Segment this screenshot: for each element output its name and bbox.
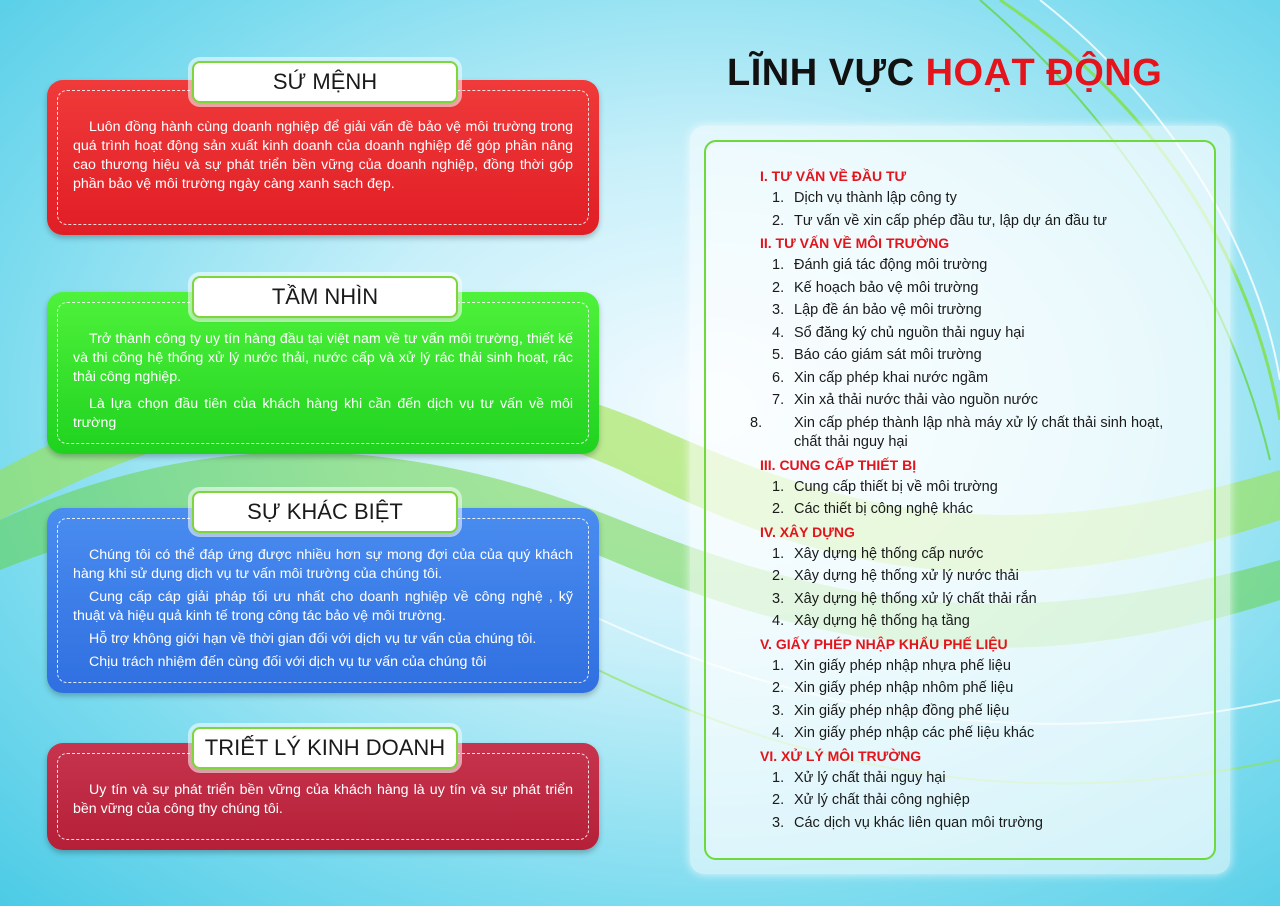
service-item: [772, 767, 1192, 790]
item-number: 4.: [772, 324, 785, 341]
item-text: Xin cấp phép thành lập nhà máy xử lý chất thải sinh hoạt, chất thải nguy hại: [794, 414, 1164, 450]
item-text: Xin giấy phép nhập nhựa phế liệu: [794, 657, 1011, 674]
vision-label: TẦM NHÌN: [192, 276, 458, 318]
item-number: 1.: [772, 190, 785, 206]
service-item: [772, 299, 1192, 322]
item-text: Xử lý chất thải nguy hại: [794, 769, 946, 786]
service-item: [772, 722, 1192, 745]
service-item: [772, 476, 1192, 499]
philosophy-label: TRIẾT LÝ KINH DOANH: [192, 727, 458, 769]
item-number: 2.: [772, 792, 785, 808]
item-text: Lập đề án bảo vệ môi trường: [794, 302, 982, 318]
item-text: Xin giấy phép nhập các phế liệu khác: [794, 725, 1035, 741]
section-heading: VI. XỬ LÝ MÔI TRƯỜNG: [760, 747, 922, 764]
item-number: 3.: [772, 590, 785, 607]
item-number: 5.: [772, 347, 785, 363]
item-number: 2.: [772, 212, 785, 229]
service-item: [772, 588, 1192, 611]
item-text: Đánh giá tác động môi trường: [794, 257, 988, 273]
service-item: [772, 367, 1192, 390]
service-item: [772, 812, 1192, 835]
vision-text: [73, 330, 573, 441]
item-text: Xin cấp phép khai nước ngầm: [794, 369, 989, 386]
item-text: Xây dựng hệ thống hạ tầng: [794, 613, 970, 629]
service-item: [772, 210, 1192, 233]
item-number: 3.: [772, 814, 785, 831]
item-number: 2.: [772, 680, 785, 696]
service-item: [772, 322, 1192, 345]
philosophy-paragraph: Uy tín và sự phát triển bền vững của khách hàng là uy tín và sự phát triển bền vững của công thy chúng tôi.: [73, 782, 573, 817]
item-text: Xây dựng hệ thống xử lý nước thải: [794, 568, 1019, 584]
item-number: 1.: [772, 478, 785, 495]
difference-paragraph: Hỗ trợ không giới hạn về thời gian đối với dịch vụ tư vấn của chúng tôi.: [89, 631, 537, 647]
mission-paragraph: Luôn đồng hành cùng doanh nghiệp để giải vấn đề bảo vệ môi trường trong quá trình hoạt động sản xuất kinh doanh của doanh nghiệp để góp phần nâng cao thương hiệu và sự phát triển bền vững của doanh nghiệp, đồng thời góp phần bảo vệ môi trường ngày càng xanh sạch đẹp.: [73, 119, 573, 192]
item-text: Xin giấy phép nhập đồng phế liệu: [794, 702, 1010, 719]
service-item: [772, 700, 1192, 723]
item-number: 1.: [772, 657, 785, 674]
title-part-2: HOẠT ĐỘNG: [925, 52, 1163, 94]
item-number: 2.: [772, 568, 785, 584]
service-item: [772, 254, 1192, 277]
section-heading: V. GIẤY PHÉP NHẬP KHẨU PHẾ LIỆU: [760, 635, 1008, 652]
item-text: Xây dựng hệ thống xử lý chất thải rắn: [794, 590, 1037, 607]
difference-card: [47, 508, 599, 693]
mission-card: [47, 80, 599, 235]
service-item: [772, 389, 1192, 412]
item-number: 1.: [772, 257, 785, 273]
item-number: 2.: [772, 501, 785, 517]
title-part-1: LĨNH VỰC: [727, 52, 926, 94]
item-text: Xử lý chất thải công nghiệp: [794, 792, 970, 808]
section-heading: IV. XÂY DỰNG: [760, 523, 855, 540]
item-number: 3.: [772, 702, 785, 719]
item-text: Xây dựng hệ thống cấp nước: [794, 545, 984, 562]
item-text: Các dịch vụ khác liên quan môi trường: [794, 814, 1043, 831]
difference-paragraph: Chúng tôi có thể đáp ứng được nhiều hơn sự mong đợi của của quý khách hàng khi sử dụng dịch vụ tư vấn môi trường của chúng tôi.: [73, 547, 573, 582]
vision-paragraph: Là lựa chọn đầu tiên của khách hàng khi cần đến dịch vụ tư vấn về môi trường: [73, 396, 573, 431]
philosophy-text: [73, 781, 573, 827]
item-text: Dịch vụ thành lập công ty: [794, 190, 957, 206]
item-text: Xin giấy phép nhập nhôm phế liệu: [794, 680, 1014, 696]
difference-text: [73, 546, 573, 676]
item-number: 1.: [772, 769, 785, 786]
service-item: [772, 498, 1192, 521]
item-number: 1.: [772, 545, 785, 562]
item-text: Kế hoạch bảo vệ môi trường: [794, 279, 979, 296]
service-item: [772, 344, 1192, 367]
mission-text: [73, 118, 573, 202]
item-text: Tư vấn về xin cấp phép đầu tư, lập dự án đầu tư: [794, 212, 1107, 229]
item-number: 4.: [772, 725, 785, 741]
item-text: Cung cấp thiết bị về môi trường: [794, 478, 998, 495]
difference-label: SỰ KHÁC BIỆT: [192, 491, 458, 533]
service-item: [772, 543, 1192, 566]
service-item: [772, 565, 1192, 588]
item-text: Báo cáo giám sát môi trường: [794, 347, 982, 363]
item-number: 7.: [772, 392, 785, 408]
service-item: [772, 789, 1192, 812]
item-text: Sổ đăng ký chủ nguồn thải nguy hại: [794, 324, 1025, 341]
service-item: [772, 277, 1192, 300]
service-item: [772, 677, 1192, 700]
item-number: 6.: [772, 369, 785, 386]
item-number: 2.: [772, 279, 785, 296]
service-item: [772, 610, 1192, 633]
item-number: 8.: [750, 414, 763, 431]
item-number: 3.: [772, 302, 785, 318]
difference-paragraph: Cung cấp cáp giải pháp tối ưu nhất cho doanh nghiệp về công nghệ , kỹ thuật và hiệu quả kinh tế trong công tác bảo vệ môi trường.: [73, 589, 573, 624]
section-heading: II. TƯ VẤN VỀ MÔI TRƯỜNG: [760, 235, 950, 251]
section-heading: III. CUNG CẤP THIẾT BỊ: [760, 456, 917, 473]
difference-paragraph: Chịu trách nhiệm đến cùng đối với dịch vụ tư vấn của chúng tôi: [89, 654, 487, 670]
page-title: [727, 52, 1162, 95]
services-list: [750, 165, 1192, 834]
item-text: Các thiết bị công nghệ khác: [794, 501, 973, 517]
item-text: Xin xả thải nước thải vào nguồn nước: [794, 392, 1038, 408]
mission-label: SỨ MỆNH: [192, 61, 458, 103]
vision-paragraph: Trở thành công ty uy tín hàng đầu tại việt nam về tư vấn môi trường, thiết kế và thi công hệ thống xử lý nước thải, nước cấp và xử lý rác thải sinh hoạt, rác thải công nghiệp.: [73, 331, 573, 385]
section-heading: I. TƯ VẤN VỀ ĐẦU TƯ: [760, 168, 907, 184]
service-item: [772, 655, 1192, 678]
service-item: [750, 414, 1192, 452]
item-number: 4.: [772, 613, 785, 629]
service-item: [772, 187, 1192, 210]
